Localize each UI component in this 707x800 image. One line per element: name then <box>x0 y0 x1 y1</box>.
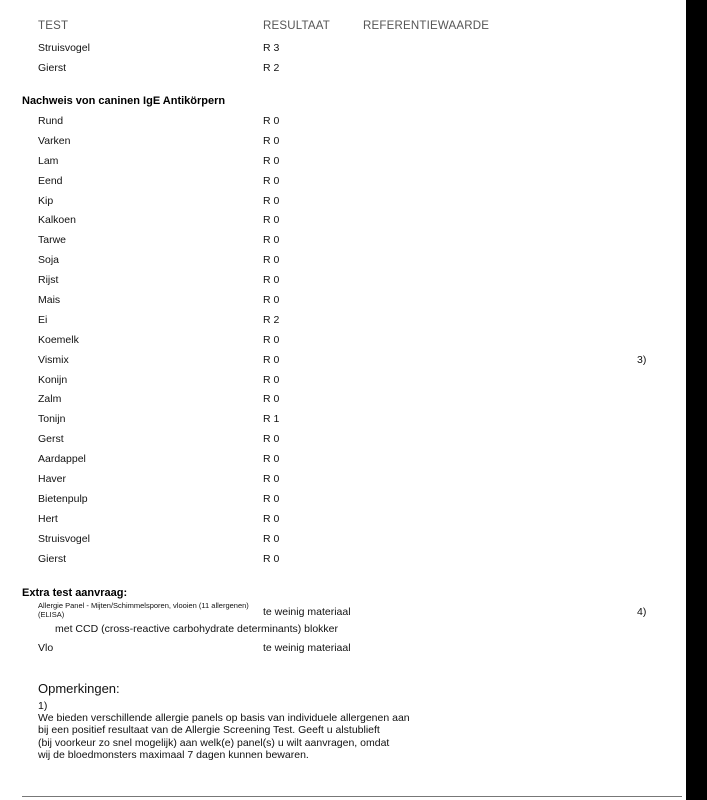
test-result: R 0 <box>263 374 280 386</box>
test-result: te weinig materiaal <box>263 642 351 654</box>
table-row <box>0 533 686 549</box>
test-name: Varken <box>38 135 71 147</box>
page-edge <box>686 0 707 800</box>
remarks-line: (bij voorkeur zo snel mogelijk) aan welk(e) panel(s) u wilt aanvragen, omdat <box>38 736 390 749</box>
table-row <box>0 314 686 330</box>
section-title-ige: Nachweis von caninen IgE Antikörpern <box>22 95 226 107</box>
test-name: Kalkoen <box>38 214 76 226</box>
test-name: Vlo <box>38 642 54 654</box>
test-name: Aardappel <box>38 453 86 465</box>
remarks-title: Opmerkingen: <box>38 681 120 696</box>
table-row <box>0 334 686 350</box>
test-name: Eend <box>38 175 63 187</box>
test-name: Hert <box>38 513 58 525</box>
table-row <box>0 214 686 230</box>
test-result: R 0 <box>263 214 280 226</box>
test-name: Haver <box>38 473 67 485</box>
test-name: Konijn <box>38 374 68 386</box>
test-result: R 0 <box>263 195 280 207</box>
table-row <box>0 354 686 370</box>
test-name: Mais <box>38 294 61 306</box>
test-result: R 0 <box>263 294 280 306</box>
table-row <box>0 155 686 171</box>
ccd-blocker-text: met CCD (cross-reactive carbohydrate determinants) blokker <box>55 623 339 635</box>
test-result: R 0 <box>263 493 280 505</box>
test-name: Struisvogel <box>38 42 90 54</box>
test-result: R 0 <box>263 473 280 485</box>
test-name: Gerst <box>38 433 64 445</box>
test-name: Zalm <box>38 393 62 405</box>
extra-panel-note: 4) <box>637 606 647 618</box>
test-name: Rijst <box>38 274 59 286</box>
test-name: Ei <box>38 314 48 326</box>
table-header <box>0 20 686 36</box>
table-row <box>0 195 686 211</box>
table-row <box>0 274 686 290</box>
header-test: TEST <box>38 20 69 32</box>
remarks-line: wij de bloedmonsters maximaal 7 dagen kunnen bewaren. <box>38 748 309 761</box>
test-result: R 0 <box>263 433 280 445</box>
test-result: R 0 <box>263 513 280 525</box>
test-result: R 0 <box>263 553 280 565</box>
table-row <box>0 62 686 78</box>
test-result: R 0 <box>263 155 280 167</box>
test-result: R 0 <box>263 334 280 346</box>
test-result: R 0 <box>263 115 280 127</box>
test-name: Bietenpulp <box>38 493 88 505</box>
table-row <box>0 393 686 409</box>
remarks-line: We bieden verschillende allergie panels op basis van individuele allergenen aan <box>38 712 410 725</box>
test-result: R 0 <box>263 354 280 366</box>
header-reference: REFERENTIEWAARDE <box>363 20 490 32</box>
footer-divider <box>22 796 682 797</box>
test-name: Kip <box>38 195 54 207</box>
table-row <box>0 453 686 469</box>
test-result: R 3 <box>263 42 280 54</box>
test-result: R 0 <box>263 234 280 246</box>
table-row <box>0 413 686 429</box>
test-name: Koemelk <box>38 334 79 346</box>
test-result: R 0 <box>263 533 280 545</box>
table-row <box>0 433 686 449</box>
remarks-body <box>38 700 478 761</box>
test-name: Vismix <box>38 354 69 366</box>
table-row <box>0 473 686 489</box>
test-name: Tonijn <box>38 413 66 425</box>
remarks-line: bij een positief resultaat van de Allergie Screening Test. Geeft u alstublieft <box>38 724 380 737</box>
test-note: 3) <box>637 354 647 366</box>
test-result: R 2 <box>263 314 280 326</box>
test-result: R 0 <box>263 453 280 465</box>
test-name: Soja <box>38 254 60 266</box>
test-result: R 0 <box>263 274 280 286</box>
table-row <box>0 513 686 529</box>
table-row <box>0 254 686 270</box>
test-name: Tarwe <box>38 234 67 246</box>
test-name: Gierst <box>38 62 67 74</box>
test-result: R 0 <box>263 393 280 405</box>
table-row <box>0 175 686 191</box>
extra-panel-line2: (ELISA) <box>38 610 65 619</box>
table-row <box>0 642 686 658</box>
remarks-number: 1) <box>38 700 48 712</box>
test-result: R 0 <box>263 135 280 147</box>
table-row <box>0 234 686 250</box>
section-title-extra: Extra test aanvraag: <box>22 587 128 599</box>
test-name: Gierst <box>38 553 67 565</box>
test-result: R 0 <box>263 254 280 266</box>
table-row <box>0 294 686 310</box>
extra-panel-name <box>38 601 258 619</box>
table-row <box>0 135 686 151</box>
test-result: R 2 <box>263 62 280 74</box>
test-name: Rund <box>38 115 64 127</box>
table-row <box>0 374 686 390</box>
table-row <box>0 493 686 509</box>
test-result: R 1 <box>263 413 280 425</box>
header-result: RESULTAAT <box>263 20 330 32</box>
extra-panel-line1: Allergie Panel - Mijten/Schimmelsporen, vlooien (11 allergenen) <box>38 601 249 610</box>
table-row <box>0 115 686 131</box>
extra-panel-result: te weinig materiaal <box>263 606 351 618</box>
table-row <box>0 553 686 569</box>
test-result: R 0 <box>263 175 280 187</box>
test-name: Struisvogel <box>38 533 90 545</box>
table-row <box>0 42 686 58</box>
test-name: Lam <box>38 155 59 167</box>
